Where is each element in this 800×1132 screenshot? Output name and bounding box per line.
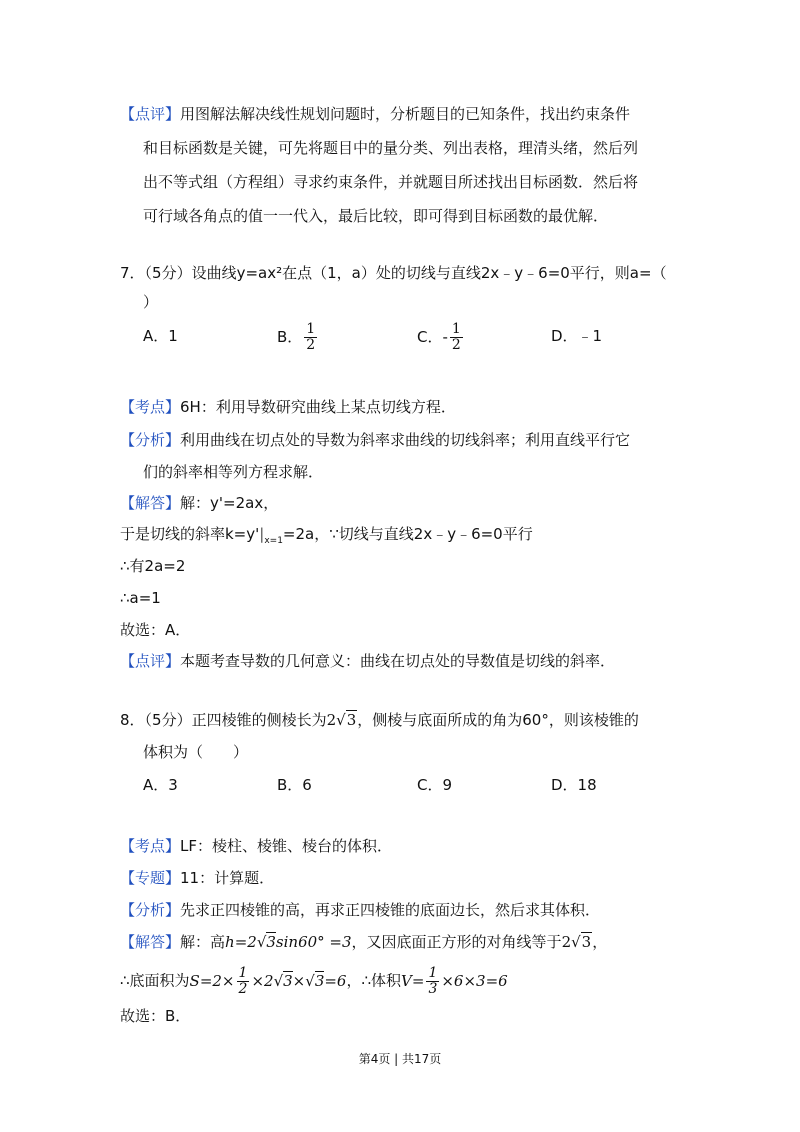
q7-jieda-2 [120, 523, 533, 552]
q8-jieda-3: 故选：B． [120, 1007, 191, 1025]
fraction-denominator: 3 [428, 981, 438, 997]
fenxi-text: 先求正四棱锥的高，再求正四棱锥的底面边长，然后求其体积． [180, 901, 601, 919]
q7-jieda-1 [120, 492, 278, 514]
q7-option-c-sign: - [442, 328, 448, 346]
q8-jieda-2 [120, 966, 508, 997]
fraction [426, 966, 439, 997]
fenxi-tag: 【分析】 [120, 901, 181, 919]
zhuanti-text: 11：计算题． [180, 869, 275, 887]
q8-option-b: B．6 [277, 776, 312, 794]
q7-jieda-4: ∴a=1 [120, 589, 161, 607]
q7-option-b [277, 322, 319, 353]
jieda-text-2a: ∴底面积为 [120, 971, 190, 990]
jieda-text-2a: 于是切线的斜率k=y' [120, 525, 260, 543]
q7-option-b-label: B． [277, 328, 303, 346]
q7-fenxi-2: 们的斜率相等列方程求解． [143, 463, 324, 481]
fraction-denominator: 2 [238, 981, 248, 997]
sqrt-radicand: 3 [581, 933, 592, 951]
dianping-tag: 【点评】 [120, 652, 181, 670]
jieda-text-1b: ，又因底面正方形的对角线等于 [351, 933, 562, 951]
formula-part: V= [401, 971, 425, 990]
formula-part: =6 [324, 971, 347, 990]
q8-option-d: D．18 [551, 776, 597, 794]
fenxi-text-1: 利用曲线在切点处的导数为斜率求曲线的切线斜率；利用直线平行它 [180, 431, 631, 449]
q8-fenxi [120, 899, 600, 921]
question-7-text: （5分）设曲线y=ax²在点（1，a）处的切线与直线2x﹣y﹣6=0平行，则a=（ [144, 264, 667, 282]
fraction-denominator: 2 [306, 337, 316, 353]
kaodian-text: 6H：利用导数研究曲线上某点切线方程． [180, 398, 456, 416]
formula-part: S=2× [189, 971, 235, 990]
question-7-line-1 [120, 262, 667, 284]
jieda-text-2b: =2a，∵切线与直线2x﹣y﹣6=0平行 [282, 525, 533, 543]
diagonal-expression: 2√3 [561, 933, 592, 951]
kaodian-text: LF：棱柱、棱锥、棱台的体积． [180, 837, 393, 855]
jieda-tag: 【解答】 [120, 933, 181, 951]
fraction-numerator: 1 [306, 321, 316, 337]
question-8-line-1 [120, 709, 639, 731]
eval-bar: | [259, 525, 265, 543]
jieda-text-2b: ，∴体积 [346, 971, 402, 990]
formula-part: h=2 [225, 933, 257, 951]
q7-fenxi-1 [120, 429, 630, 451]
fenxi-tag: 【分析】 [120, 431, 181, 449]
q7-option-c [417, 322, 465, 353]
zhuanti-tag: 【专题】 [120, 869, 181, 887]
q7-option-a: A．1 [143, 327, 178, 345]
q7-option-d: D．﹣1 [551, 327, 603, 345]
kaodian-tag: 【考点】 [120, 837, 181, 855]
review-text-1: 用图解法解决线性规划问题时，分析题目的已知条件，找出约束条件 [180, 105, 631, 123]
sqrt-expression: 2√3 [326, 711, 357, 729]
q7-option-b-fraction [304, 322, 317, 353]
review-line-4: 可行域各角点的值一一代入，最后比较，即可得到目标函数的最优解． [143, 207, 609, 225]
formula-part: × [292, 971, 306, 990]
q8-jieda-1 [120, 931, 607, 953]
sqrt-radicand: 3 [346, 711, 357, 729]
jieda-text-1: 解：y'=2ax， [180, 494, 279, 512]
q8-kaodian [120, 835, 392, 857]
review-line-3: 出不等式组（方程组）寻求约束条件，并就题目所述找出目标函数．然后将 [143, 173, 639, 191]
q7-jieda-5: 故选：A． [120, 621, 191, 639]
q7-option-c-label: C． [417, 328, 443, 346]
volume-formula [401, 965, 508, 997]
q8-zhuanti [120, 867, 274, 889]
fraction-numerator: 1 [428, 965, 438, 981]
fraction-numerator: 1 [451, 321, 461, 337]
fraction [237, 966, 250, 997]
formula-radicand: 3 [266, 933, 276, 951]
eval-subscript: x=1 [264, 536, 283, 546]
page-footer: 第4页 | 共17页 [358, 1052, 442, 1066]
sqrt-coefficient: 2 [326, 711, 337, 729]
question-8-number: 8． [120, 711, 145, 729]
jieda-text-1a: 解：高 [180, 933, 226, 951]
jieda-text-1c: ， [592, 933, 608, 951]
jieda-tag: 【解答】 [120, 494, 181, 512]
dianping-text: 本题考查导数的几何意义：曲线在切点处的导数值是切线的斜率． [180, 652, 616, 670]
review-line-2: 和目标函数是关键，可先将题目中的量分类、列出表格，理清头绪，然后列 [143, 139, 639, 157]
question-8-text-a: （5分）正四棱锥的侧棱长为 [144, 711, 327, 729]
formula-radicand: 3 [314, 971, 325, 990]
question-7-number: 7． [120, 264, 145, 282]
formula-part: sin60° =3 [275, 933, 352, 951]
question-8-line-2: 体积为（ ） [143, 743, 249, 761]
q7-jieda-3: ∴有2a=2 [120, 557, 186, 575]
question-7-line-2: ） [143, 293, 159, 311]
sqrt-coefficient: 2 [561, 933, 572, 951]
formula-part: ×6×3=6 [441, 971, 508, 990]
q8-option-a: A．3 [143, 776, 178, 794]
review-tag: 【点评】 [120, 105, 181, 123]
area-formula: S=2× $\frac{1}{2}$ ×2√3×√3=6 [189, 965, 347, 997]
kaodian-tag: 【考点】 [120, 398, 181, 416]
height-formula: h=2√3sin60° =3 [225, 933, 352, 951]
q8-option-c: C．9 [417, 776, 453, 794]
fraction-numerator: 1 [238, 965, 248, 981]
formula-part: ×2 [251, 971, 274, 990]
q7-kaodian [120, 396, 456, 418]
q7-option-c-fraction [450, 322, 463, 353]
review-line-1 [120, 103, 630, 125]
fraction-denominator: 2 [451, 337, 461, 353]
formula-radicand: 3 [283, 971, 293, 990]
question-8-text-b: ，侧棱与底面所成的角为60°，则该棱锥的 [357, 711, 639, 729]
q7-dianping [120, 650, 615, 672]
